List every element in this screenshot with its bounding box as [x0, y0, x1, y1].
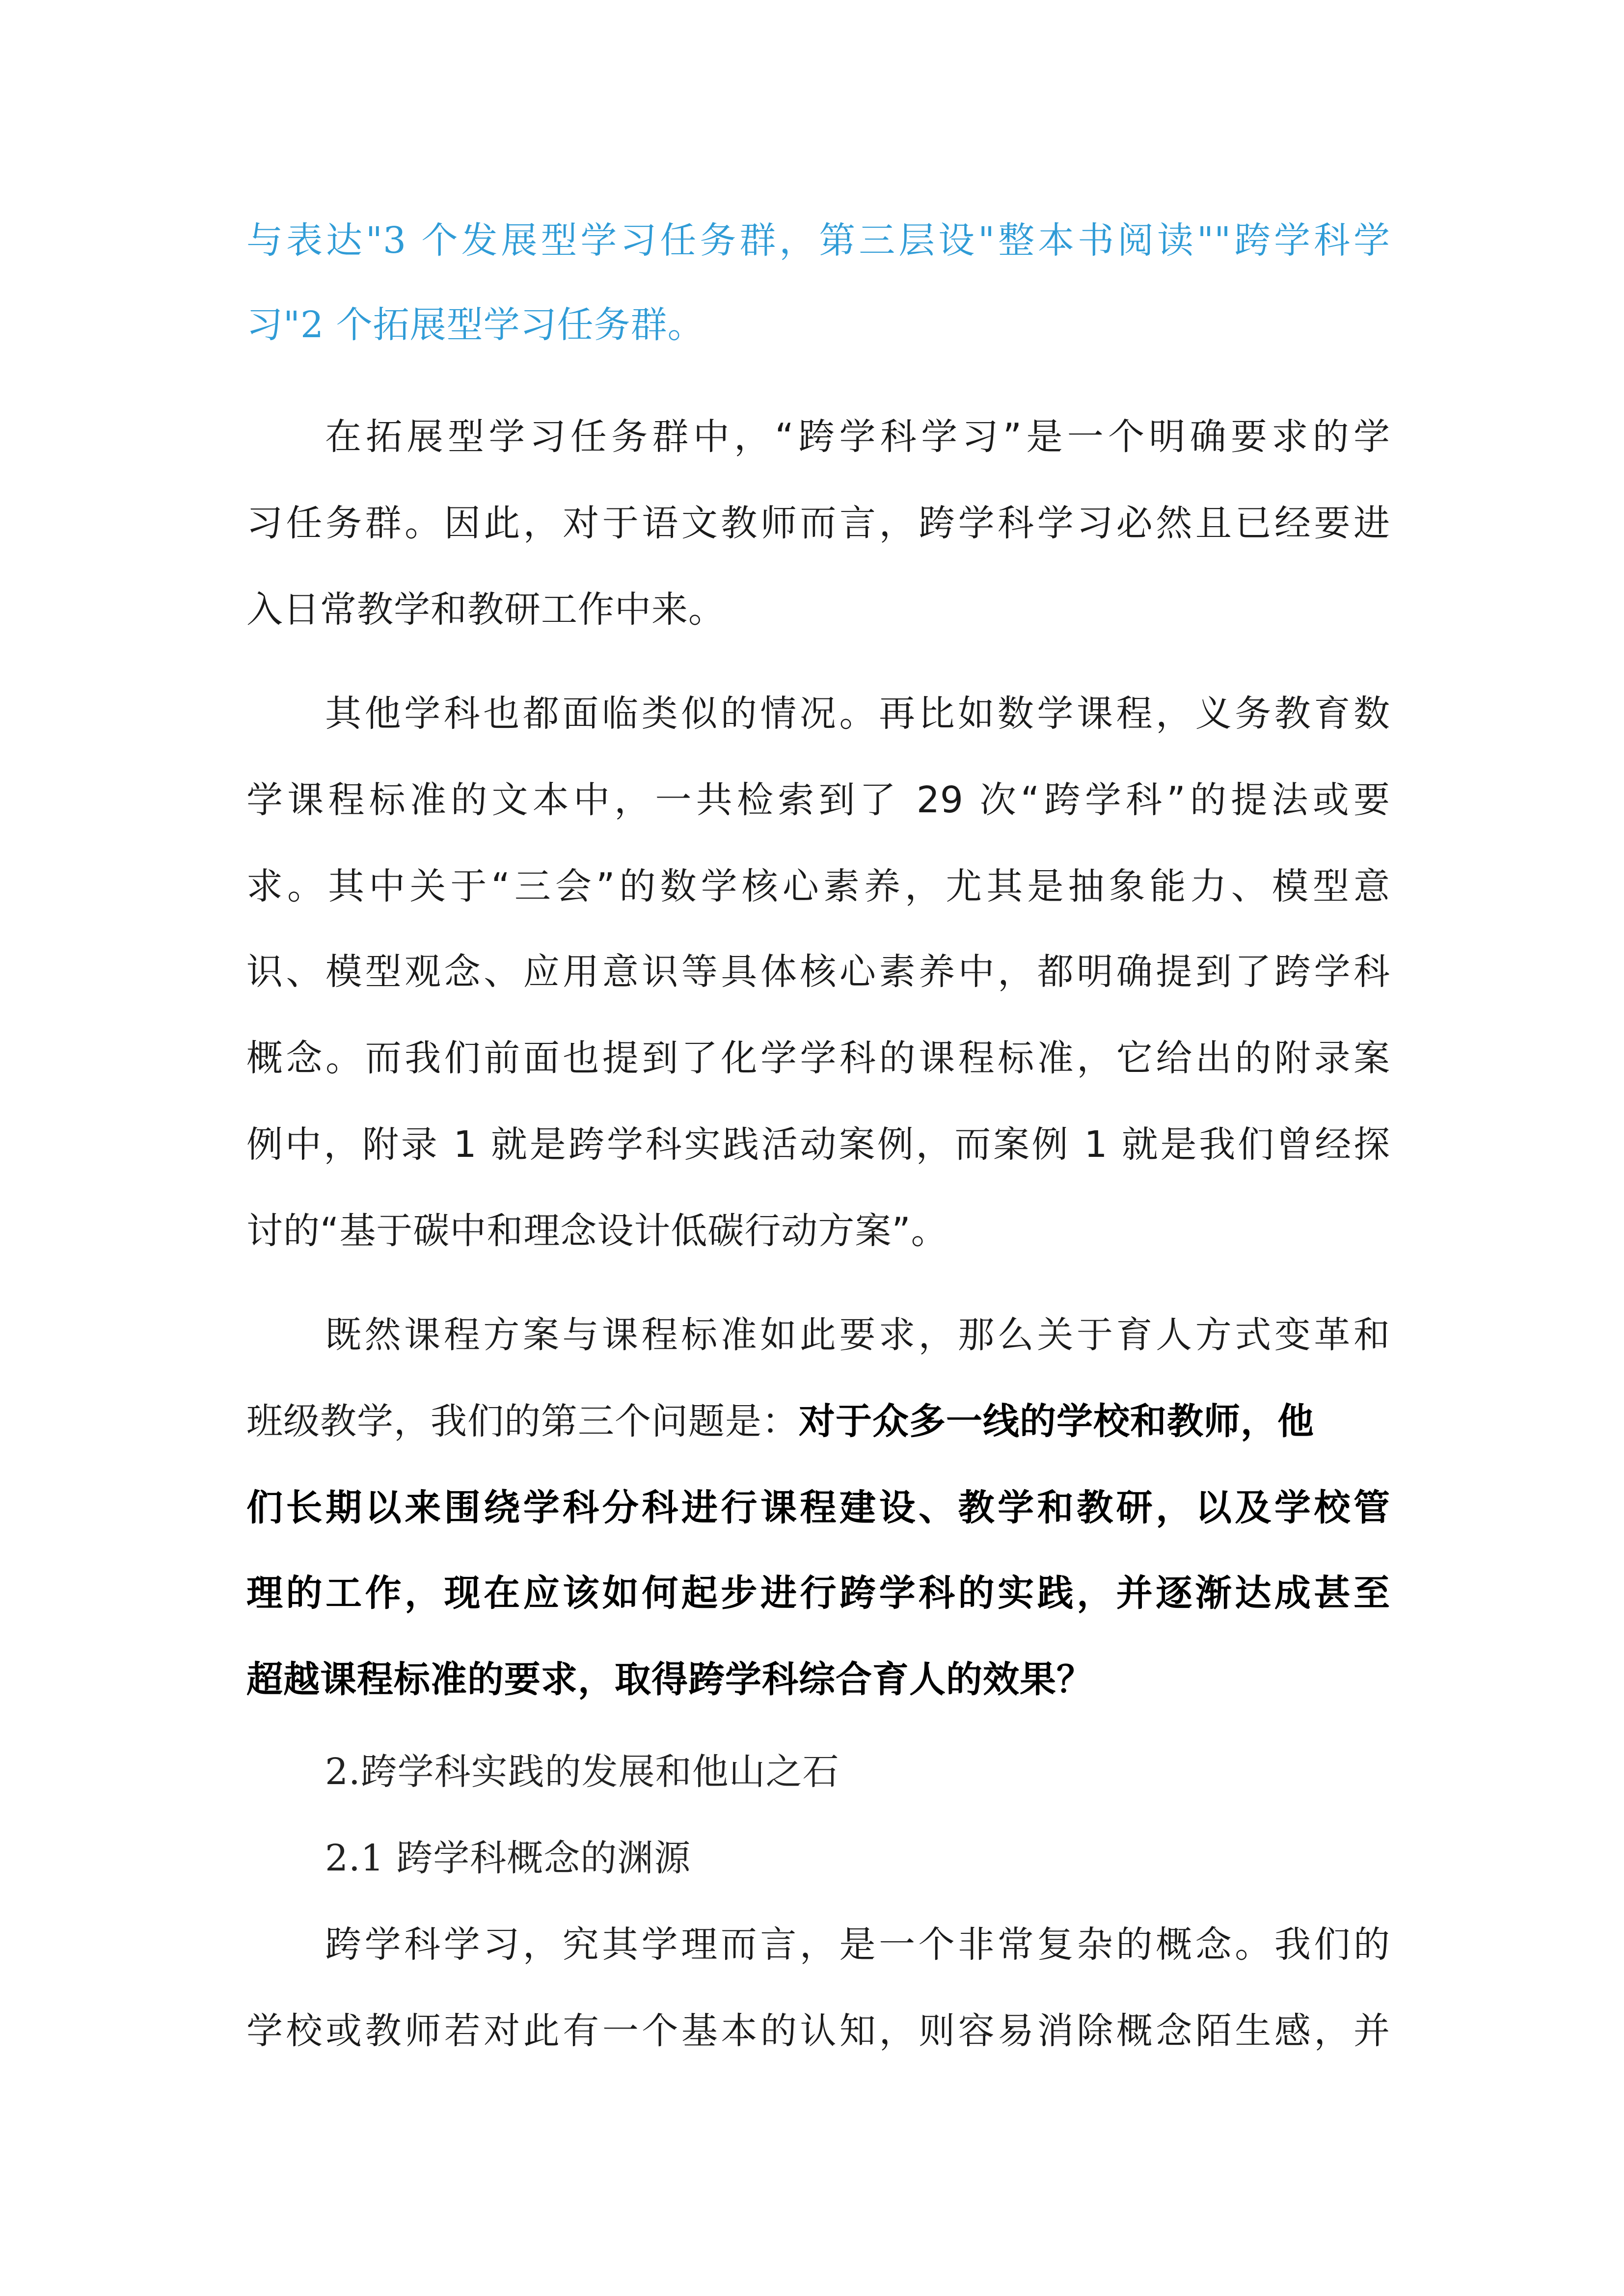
para5-line-1: 跨学科学习，究其学理而言，是一个非常复杂的概念。我们的 — [325, 1923, 1390, 1966]
para3-line-3: 求。其中关于“三会”的数学核心素养，尤其是抽象能力、模型意 — [246, 865, 1390, 908]
para3-line-7: 讨的“基于碳中和理念设计低碳行动方案”。 — [246, 1210, 948, 1252]
para3-line-6: 例中，附录 1 就是跨学科实践活动案例，而案例 1 就是我们曾经探 — [246, 1123, 1390, 1166]
para4-bold-line-3: 超越课程标准的要求，取得跨学科综合育人的效果？ — [246, 1658, 1093, 1701]
para4-line-2-plain: 班级教学，我们的第三个问题是： — [246, 1400, 799, 1442]
section-heading-2: 2.跨学科实践的发展和他山之石 — [325, 1751, 839, 1793]
para4-line-2-bold: 对于众多一线的学校和教师，他 — [799, 1400, 1314, 1442]
para3-line-4: 识、模型观念、应用意识等具体核心素养中，都明确提到了跨学科 — [246, 951, 1390, 993]
para3-line-1: 其他学科也都面临类似的情况。再比如数学课程，义务教育数 — [325, 693, 1390, 735]
para4-line-1: 既然课程方案与课程标准如此要求，那么关于育人方式变革和 — [325, 1314, 1390, 1356]
para1-line-1: 与表达"3 个发展型学习任务群，第三层设"整本书阅读""跨学科学 — [246, 219, 1390, 262]
para4-bold-line-2: 理的工作，现在应该如何起步进行跨学科的实践，并逐渐达成甚至 — [246, 1572, 1390, 1614]
para4-bold-line-1: 们长期以来围绕学科分科进行课程建设、教学和教研，以及学校管 — [246, 1487, 1390, 1529]
para4-line-2 — [246, 1397, 1390, 1446]
para1-line-2: 习"2 个拓展型学习任务群。 — [246, 304, 704, 346]
section-heading-2-1: 2.1 跨学科概念的渊源 — [325, 1837, 691, 1879]
para3-line-2: 学课程标准的文本中，一共检索到了 29 次“跨学科”的提法或要 — [246, 779, 1390, 821]
para2-line-3: 入日常教学和教研工作中来。 — [246, 588, 725, 631]
para5-line-2: 学校或教师若对此有一个基本的认知，则容易消除概念陌生感，并 — [246, 2010, 1390, 2052]
para3-line-5: 概念。而我们前面也提到了化学学科的课程标准，它给出的附录案 — [246, 1037, 1390, 1079]
para2-line-2: 习任务群。因此，对于语文教师而言，跨学科学习必然且已经要进 — [246, 502, 1390, 544]
para2-line-1: 在拓展型学习任务群中，“跨学科学习”是一个明确要求的学 — [325, 416, 1390, 458]
